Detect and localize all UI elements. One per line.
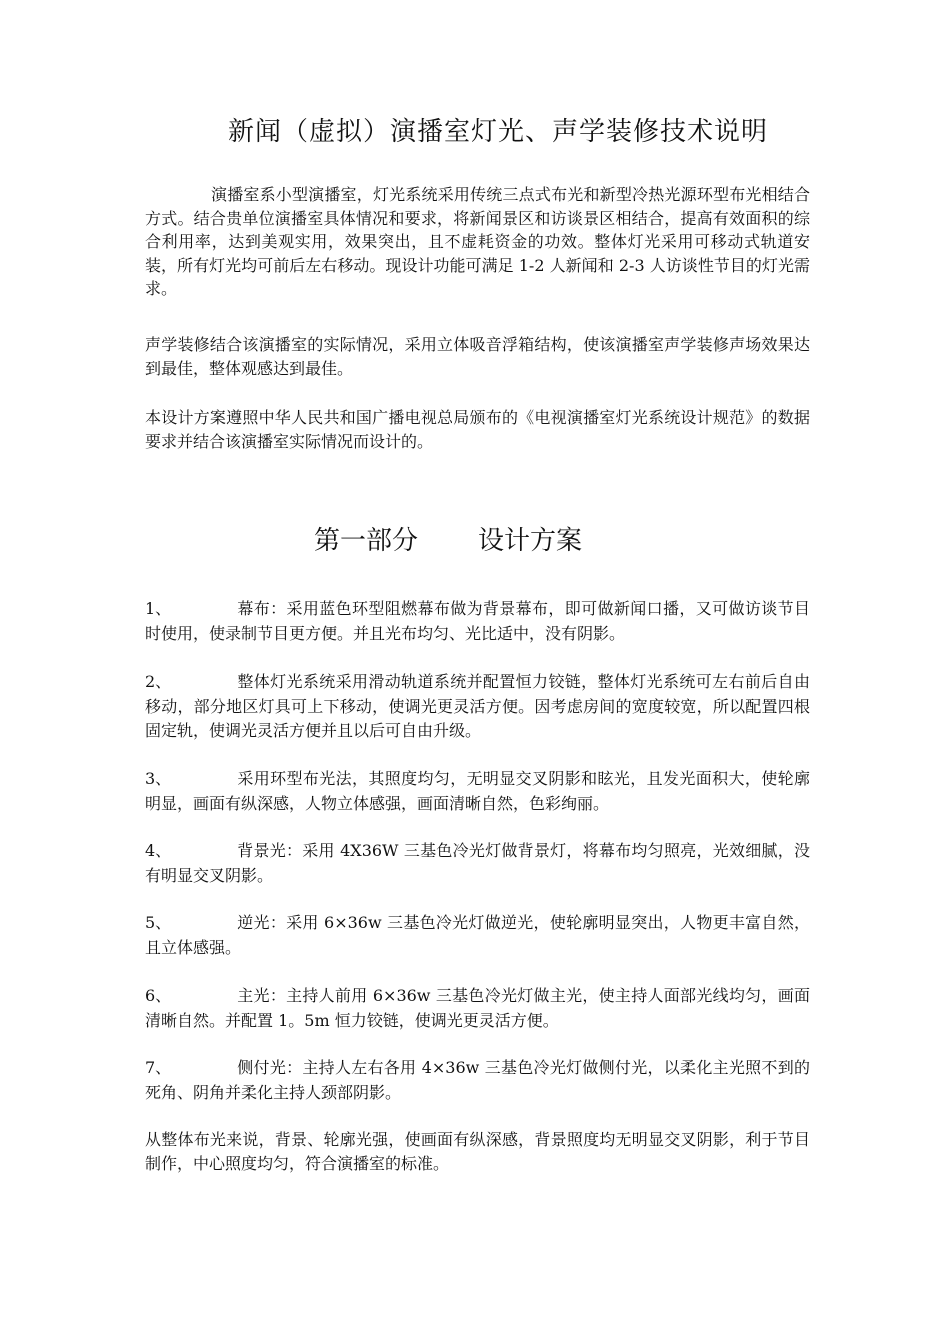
list-item-number: 5、 [145, 913, 172, 932]
list-item-text: 背景光：采用 4X36W 三基色冷光灯做背景灯，将幕布均匀照亮，光效细腻，没有明显交叉阴影。 [145, 841, 810, 885]
section-part-label: 第一部分 [314, 526, 419, 556]
list-item-text: 侧付光：主持人左右各用 4×36w 三基色冷光灯做侧付光，以柔化主光照不到的死角、阴角并柔化主持人颈部阴影。 [145, 1058, 810, 1102]
intro-paragraph-2: 声学装修结合该演播室的实际情况，采用立体吸音浮箱结构，使该演播室声学装修声场效果达到最佳，整体观感达到最佳。 [145, 335, 810, 378]
list-item [145, 670, 810, 744]
list-item [145, 1056, 810, 1105]
list-item-number: 7、 [145, 1058, 172, 1077]
list-item [145, 597, 810, 646]
conclusion-paragraph: 从整体布光来说，背景、轮廓光强，使画面有纵深感，背景照度均无明显交叉阴影，利于节目制作，中心照度均匀，符合演播室的标准。 [145, 1130, 810, 1173]
section-heading [314, 521, 582, 561]
section-name-label: 设计方案 [478, 526, 583, 556]
document-title: 新闻（虚拟）演播室灯光、声学装修技术说明 [228, 117, 769, 147]
list-item [145, 911, 810, 960]
list-item-text: 整体灯光系统采用滑动轨道系统并配置恒力铰链，整体灯光系统可左右前后自由移动，部分地区灯具可上下移动，使调光更灵活方便。因考虑房间的宽度较宽，所以配置四根固定轨，使调光灵活方便并且以后可自由升级。 [145, 672, 810, 740]
list-item-text: 采用环型布光法，其照度均匀，无明显交叉阴影和眩光，且发光面积大，使轮廓明显，画面有纵深感，人物立体感强，画面清晰自然，色彩绚丽。 [145, 769, 810, 813]
intro-paragraph-3: 本设计方案遵照中华人民共和国广播电视总局颁布的《电视演播室灯光系统设计规范》的数据要求并结合该演播室实际情况而设计的。 [145, 408, 810, 451]
list-item-number: 3、 [145, 769, 172, 788]
list-item-number: 6、 [145, 986, 172, 1005]
list-item-number: 1、 [145, 599, 172, 618]
list-item-text: 主光：主持人前用 6×36w 三基色冷光灯做主光，使主持人面部光线均匀，画面清晰自然。并配置 1。5m 恒力铰链，使调光更灵活方便。 [145, 986, 810, 1030]
list-item [145, 767, 810, 816]
list-item [145, 984, 810, 1033]
list-item-text: 幕布：采用蓝色环型阻燃幕布做为背景幕布，即可做新闻口播，又可做访谈节目时使用，使录制节目更方便。并且光布均匀、光比适中，没有阴影。 [145, 599, 810, 643]
list-item [145, 839, 810, 888]
list-item-number: 2、 [145, 672, 172, 691]
list-item-text: 逆光：采用 6×36w 三基色冷光灯做逆光，使轮廓明显突出，人物更丰富自然，且立体感强。 [145, 913, 810, 957]
intro-paragraph-1: 演播室系小型演播室，灯光系统采用传统三点式布光和新型冷热光源环型布光相结合方式。结合贵单位演播室具体情况和要求，将新闻景区和访谈景区相结合，提高有效面积的综合利用率，达到美观实用，效果突出，且不虚耗资金的功效。整体灯光采用可移动式轨道安装，所有灯光均可前后左右移动。现设计功能可满足 1-2 人新闻和 2-3 人访谈性节目的灯光需求。 [145, 185, 810, 298]
list-item-number: 4、 [145, 841, 172, 860]
